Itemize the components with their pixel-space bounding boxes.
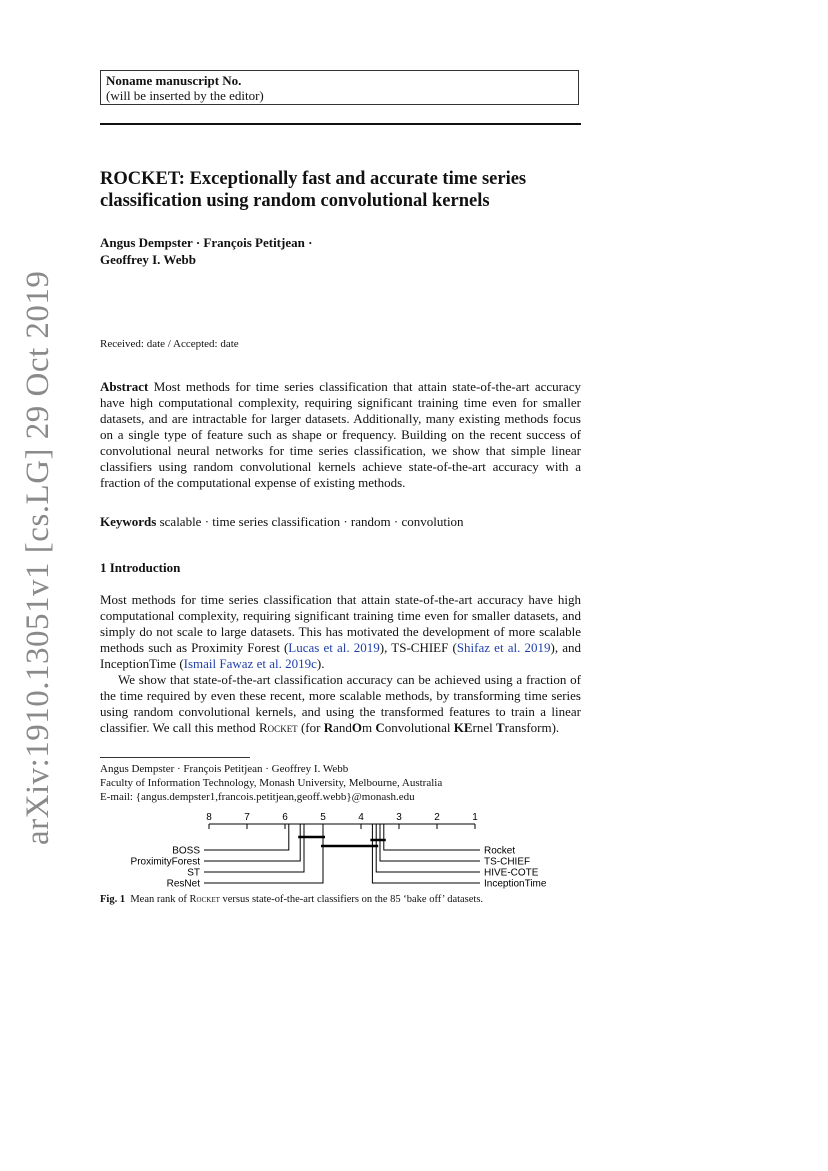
footnote-email: E-mail: {angus.dempster1,francois.petitjean,geoff.webb}@monash.edu	[100, 791, 415, 803]
cd-method-label: ST	[187, 867, 200, 879]
keywords	[100, 514, 581, 530]
caption-text-a: Mean rank of	[130, 894, 190, 905]
cd-tick-label: 1	[472, 812, 478, 823]
intro-paragraph-2	[100, 672, 581, 736]
cd-method-line	[372, 824, 480, 883]
cd-method-label: TS-CHIEF	[484, 856, 531, 868]
intro-p1-text-b: ), TS-CHIEF (	[379, 640, 457, 655]
acronym-ransform: ransform).	[504, 720, 560, 735]
received-date: Received: date / Accepted: date	[100, 338, 239, 350]
cd-method-line	[376, 824, 480, 872]
cd-tick-label: 5	[320, 812, 326, 823]
section-heading	[100, 560, 180, 576]
section-title: Introduction	[109, 560, 181, 575]
acronym-onv: onvolutional	[384, 720, 454, 735]
abstract-label: Abstract	[100, 379, 149, 394]
manuscript-number: Noname manuscript No.	[106, 73, 242, 88]
editor-box	[100, 70, 579, 105]
acronym-m: m	[361, 720, 376, 735]
cd-method-label: InceptionTime	[484, 878, 547, 890]
acronym-r: R	[323, 720, 334, 735]
citation-lucas[interactable]: Lucas et al. 2019	[288, 640, 380, 655]
cd-tick-label: 4	[358, 812, 364, 823]
section-number: 1	[100, 560, 107, 575]
keywords-label: Keywords	[100, 514, 157, 529]
footnote	[100, 762, 580, 804]
acronym-t: T	[495, 720, 505, 735]
acronym-c: C	[375, 720, 385, 735]
cd-tick-label: 8	[206, 812, 212, 823]
intro-paragraph-1	[100, 592, 581, 672]
authors	[100, 234, 580, 268]
intro-p1-text-d: ).	[316, 656, 325, 671]
footnote-authors: Angus Dempster · François Petitjean · Geoffrey I. Webb	[100, 763, 349, 775]
arxiv-stamp[interactable]: arXiv:1910.13051v1 [cs.LG] 29 Oct 2019	[20, 270, 56, 845]
cd-tick-label: 3	[396, 812, 402, 823]
paper-title	[100, 168, 590, 212]
abstract-text: Most methods for time series classification that attain state-of-the-art accuracy have high computational complexity, requiring significant training time even for smaller datasets, and are intractable for larger datasets. Additionally, many existing methods focus on a single type of feature such as shape or frequency. Building on the recent success of convolutional neural networks for time series classification, we show that simple linear classifiers using random convolutional kernels achieve state-of-the-art accuracy with a fraction of the computational expense of existing methods.	[100, 379, 581, 490]
cd-method-label: HIVE-COTE	[484, 867, 539, 879]
cd-method-label: ResNet	[166, 878, 200, 890]
cd-method-label: ProximityForest	[130, 856, 200, 868]
authors-line-2: Geoffrey I. Webb	[100, 252, 196, 267]
editor-note: (will be inserted by the editor)	[106, 88, 264, 103]
footnote-affiliation: Faculty of Information Technology, Monash University, Melbourne, Australia	[100, 777, 443, 789]
cd-tick-label: 7	[244, 812, 250, 823]
abstract	[100, 379, 581, 491]
acronym-rnel: rnel	[472, 720, 496, 735]
cd-method-label: BOSS	[172, 845, 200, 857]
header-rule	[100, 123, 581, 125]
caption-rocket: Rocket	[189, 894, 220, 905]
cd-tick-label: 6	[282, 812, 288, 823]
caption-text-b: versus state-of-the-art classifiers on the 85 ‘bake off’ datasets.	[219, 894, 484, 905]
acronym-and: and	[333, 720, 352, 735]
cd-method-line	[384, 824, 480, 850]
acronym-ke: KE	[453, 720, 473, 735]
intro-p1-text-c: ), and InceptionTime (	[100, 640, 581, 671]
keywords-text: scalable · time series classification · random · convolution	[159, 514, 464, 529]
cd-method-line	[380, 824, 480, 861]
cd-method-label: Rocket	[484, 845, 516, 857]
title-line-2: classification using random convolutional kernels	[100, 191, 490, 211]
figure-caption	[100, 893, 590, 906]
acronym-o: O	[351, 720, 362, 735]
cd-tick-label: 2	[434, 812, 440, 823]
caption-label: Fig. 1	[100, 894, 126, 905]
citation-ismail-fawaz[interactable]: Ismail Fawaz et al. 2019c	[183, 656, 317, 671]
citation-shifaz[interactable]: Shifaz et al. 2019	[456, 640, 551, 655]
rocket-name: Rocket	[259, 720, 298, 735]
title-line-1: ROCKET: Exceptionally fast and accurate time series	[100, 169, 527, 189]
critical-difference-diagram	[0, 810, 828, 890]
cd-method-line	[204, 824, 289, 850]
footnote-rule	[100, 757, 250, 758]
intro-p2-text-a: We show that state-of-the-art classification accuracy can be achieved using a fraction of the time required by even these recent, more scalable methods, by transforming time series using random convolutional kernels, and using the transformed features to train a linear classifier. We call this method	[100, 672, 581, 735]
authors-line-1: Angus Dempster · François Petitjean ·	[100, 235, 313, 250]
cd-method-line	[204, 824, 323, 883]
cd-method-line	[204, 824, 300, 861]
intro-p1-text-a: Most methods for time series classification that attain state-of-the-art accuracy have high computational complexity, requiring significant training time even for smaller datasets, and simply do not scale to large datasets. This has motivated the development of more scalable methods such as Proximity Forest (	[100, 592, 581, 655]
intro-p2-text-b: (for	[297, 720, 324, 735]
